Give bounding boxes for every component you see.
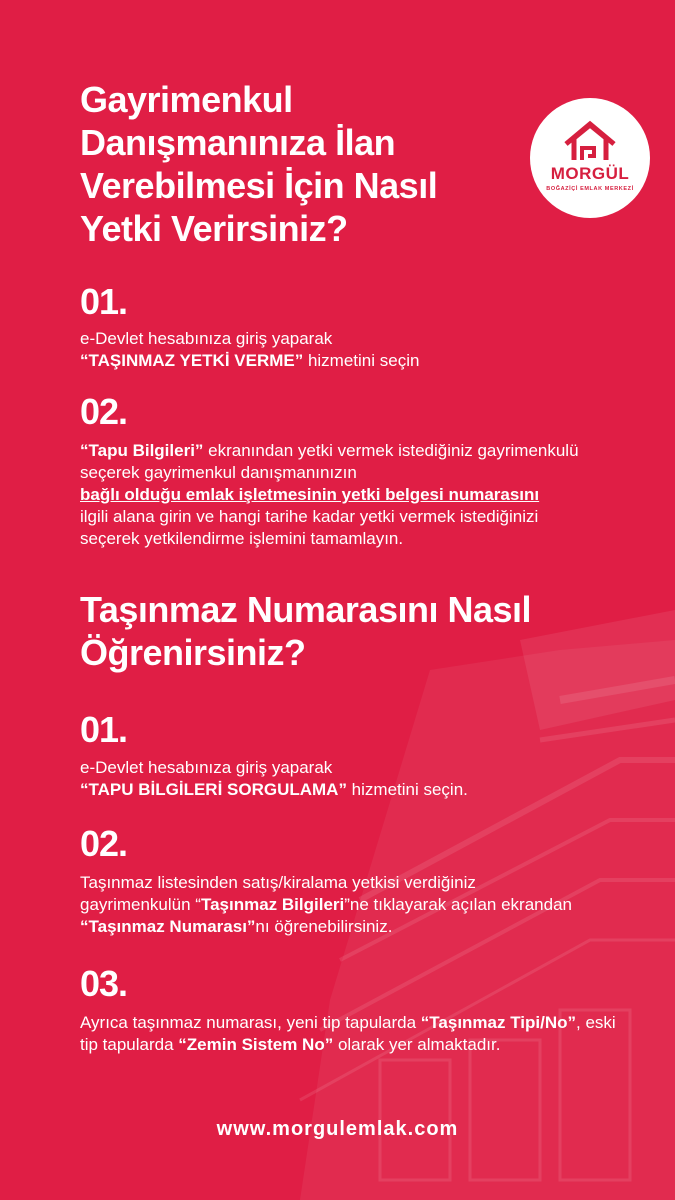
section2-step1-line1: e-Devlet hesabınıza giriş yaparak	[80, 758, 333, 777]
section2-step3-text1: Ayrıca taşınmaz numarası, yeni tip tapularda	[80, 1013, 421, 1032]
section1-step2-bold: “Tapu Bilgileri”	[80, 441, 204, 460]
section2-step1-number: 01.	[80, 709, 128, 750]
section1-step1-number: 01.	[80, 281, 128, 322]
section1-step2-text1: ekranından yetki vermek istediğiniz gayrimenkulü seçerek gayrimenkul danışmanınızın	[80, 441, 579, 482]
section2-step2-text	[80, 872, 580, 938]
section1-step2-text2: ilgili alana girin ve hangi tarihe kadar yetki vermek istediğinizi seçerek yetkilendirme işlemini tamamlayın.	[80, 507, 539, 548]
website-link[interactable]: www.morgulemlak.com	[216, 1118, 459, 1140]
logo-brand-name: MORGÜL	[550, 164, 630, 183]
section1-step1-rest: hizmetini seçin	[303, 351, 420, 370]
section2-title: Taşınmaz Numarasını Nasıl Öğrenirsiniz?	[80, 589, 531, 673]
section1-step2-underline: bağlı olduğu emlak işletmesinin yetki belgesi numarasını	[80, 485, 540, 504]
section2-step1-service: “TAPU BİLGİLERİ SORGULAMA”	[80, 780, 347, 799]
house-icon	[530, 98, 650, 218]
section1-step2-number: 02.	[80, 391, 128, 432]
section2-step3-bold1: “Taşınmaz Tipi/No”	[420, 1013, 577, 1032]
section2-step3-number: 03.	[80, 963, 128, 1004]
section2-step1-rest: hizmetini seçin.	[346, 780, 468, 799]
logo-subtitle: BOĞAZİÇİ EMLAK MERKEZİ	[546, 186, 634, 192]
section2-step2-text3: nı öğrenebilirsiniz.	[255, 917, 393, 936]
brand-logo	[530, 98, 650, 218]
section2-step2-bold2: “Taşınmaz Numarası”	[80, 917, 256, 936]
section1-step1-service: “TAŞINMAZ YETKİ VERME”	[80, 351, 304, 370]
section2-step3-text2: , eski tip tapularda	[80, 1013, 616, 1054]
page-title: Gayrimenkul Danışmanınıza İlan Verebilmesi İçin Nasıl Yetki Verirsiniz?	[80, 79, 438, 249]
section2-step2-number: 02.	[80, 823, 128, 864]
section2-step3-text	[80, 1012, 620, 1056]
section2-step2-bold1: Taşınmaz Bilgileri	[200, 895, 345, 914]
section2-step3-text3: olarak yer almaktadır.	[333, 1035, 501, 1054]
section2-step1-text	[80, 757, 640, 801]
section1-step2-text	[80, 440, 600, 550]
section2-step2-text2: ”ne tıklayarak açılan ekrandan	[344, 895, 572, 914]
section1-step1-text	[80, 328, 640, 372]
section1-step1-line1: e-Devlet hesabınıza giriş yaparak	[80, 329, 333, 348]
section2-step2-text1: Taşınmaz listesinden satış/kiralama yetkisi verdiğiniz gayrimenkulün “	[80, 873, 476, 914]
section2-step3-bold2: “Zemin Sistem No”	[178, 1035, 334, 1054]
